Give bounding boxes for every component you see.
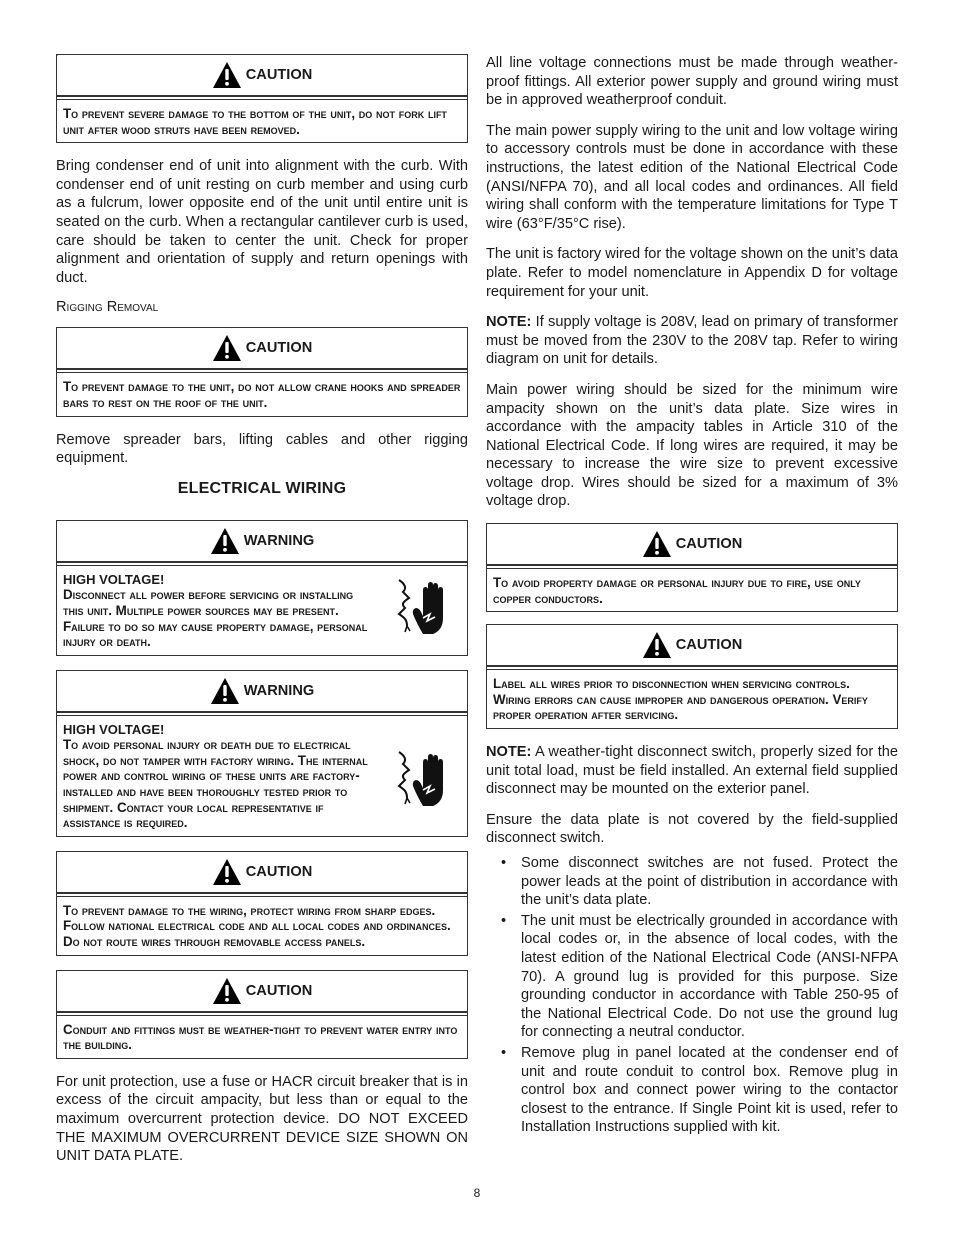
caution-text: To prevent severe damage to the bottom of the unit, do not fork lift unit after wood struts have been removed.	[57, 99, 467, 142]
caution-header	[487, 625, 897, 667]
caution-text: Label all wires prior to disconnection when servicing controls. Wiring errors can cause improper and dangerous operation. Verify proper operation after servicing.	[487, 669, 897, 728]
caution-box-sharp-edges	[56, 851, 468, 956]
caution-title: CAUTION	[245, 863, 313, 880]
caution-box-label-wires	[486, 624, 898, 729]
warning-box-disconnect	[56, 520, 468, 656]
caution-title: CAUTION	[675, 536, 743, 553]
note-label: NOTE:	[486, 314, 532, 331]
caution-box-fork-lift	[56, 54, 468, 143]
caution-title: CAUTION	[245, 67, 313, 83]
warning-triangle-icon	[642, 631, 672, 659]
caution-header	[487, 524, 897, 566]
list-item: • Remove plug in panel located at the condenser end of unit and route conduit to control box. Remove plug in control box and connect power wiring to the contactor closest to the entrance. If Single Point kit is used, refer to Installation Instructions supplied with kit.	[521, 1044, 898, 1137]
warning-body	[57, 565, 467, 655]
caution-header	[57, 852, 467, 894]
electrical-wiring-heading: ELECTRICAL WIRING	[177, 479, 347, 497]
line-voltage-paragraph: All line voltage connections must be made through weather-proof fittings. All exterior power supply and ground wiring must be in approved weatherproof conduit.	[486, 55, 898, 109]
note-text: If supply voltage is 208V, lead on primary of transformer must be moved from the 230V to the 208V tap. Refer to wiring diagram on unit for details.	[486, 314, 898, 368]
caution-header	[57, 971, 467, 1013]
warning-title: WARNING	[243, 532, 315, 549]
remove-rigging-paragraph: Remove spreader bars, lifting cables and other rigging equipment.	[56, 431, 468, 467]
curb-paragraph: Bring condenser end of unit into alignment with the curb. With condenser end of unit resting on curb member and using curb as a fulcrum, lower opposite end of the unit until entire unit is seated on the curb. When a rectangular cantilever curb is used, care should be taken to center the unit. Check for proper alignment and orientation of supply and return openings with duct.	[56, 158, 468, 286]
warning-triangle-icon	[210, 677, 240, 705]
wire-sizing-paragraph: Main power wiring should be sized for the minimum wire ampacity shown on the unit’s data plate. Size wires in accordance with the ampacity tables in Article 310 of the National Electrical Code. If long wires are required, it may be necessary to increase the wire size to prevent excessive voltage drop. Wires should be sized for a maximum of 3% voltage drop.	[486, 381, 898, 510]
fuse-paragraph: For unit protection, use a fuse or HACR circuit breaker that is in excess of the circuit ampacity, but less than or equal to the maximum overcurrent protection device. DO NOT EXCEED THE MAXIMUM OVERCURRENT DEVICE SIZE SHOWN ON UNIT DATA PLATE.	[56, 1073, 468, 1165]
note-label: NOTE:	[486, 744, 532, 761]
caution-title: CAUTION	[675, 637, 743, 654]
warning-text: Disconnect all power before servicing or installing this unit. Multiple power sources may be present. Failure to do so may cause property damage, personal injury or death.	[63, 587, 368, 650]
factory-wired-paragraph: The unit is factory wired for the voltage shown on the unit’s data plate. Refer to model nomenclature in Appendix D for voltage requirement for your unit.	[486, 246, 898, 300]
high-voltage-label: HIGH VOLTAGE!	[63, 571, 165, 587]
left-column	[56, 54, 468, 1178]
warning-text: To avoid personal injury or death due to electrical shock, do not tamper with factory wiring. The internal power and control wiring of these units are factory-installed and have been thoroughly tested prior to shipment. Contact your local representative if assistance is required.	[63, 737, 368, 831]
caution-box-crane	[56, 327, 468, 416]
rigging-removal-heading: Rigging Removal	[56, 299, 159, 316]
data-plate-paragraph: Ensure the data plate is not covered by the field-supplied disconnect switch.	[486, 811, 898, 847]
warning-triangle-icon	[212, 61, 242, 89]
electric-shock-hand-icon	[393, 746, 453, 818]
high-voltage-label: HIGH VOLTAGE!	[63, 721, 165, 737]
caution-title: CAUTION	[245, 340, 313, 357]
caution-header	[57, 55, 467, 97]
warning-header	[57, 521, 467, 563]
disconnect-bullet-list	[486, 854, 898, 1137]
list-item: • The unit must be electrically grounded in accordance with local codes or, in the absence of local codes, with the latest edition of the National Electrical Code (ANSI-NFPA 70). A ground lug is provided for this purpose. Size grounding conductor in accordance with Table 250-95 of the National Electrical Code. Do not use the ground lug for connecting a neutral conductor.	[521, 912, 898, 1042]
caution-box-conduit	[56, 970, 468, 1059]
warning-body	[57, 715, 467, 836]
warning-triangle-icon	[212, 858, 242, 886]
warning-triangle-icon	[210, 527, 240, 555]
page-number: 8	[473, 1186, 481, 1200]
warning-triangle-icon	[642, 530, 672, 558]
list-item: • Some disconnect switches are not fused. Protect the power leads at the point of distribution in accordance with the unit’s data plate.	[521, 854, 898, 910]
stray-mark: .	[56, 49, 59, 58]
caution-text: To avoid property damage or personal injury due to fire, use only copper conductors.	[487, 568, 897, 611]
warning-triangle-icon	[212, 977, 242, 1005]
caution-title: CAUTION	[245, 982, 313, 999]
caution-box-copper	[486, 523, 898, 612]
warning-title: WARNING	[243, 682, 315, 699]
electric-shock-hand-icon	[393, 574, 453, 646]
warning-box-factory-wiring	[56, 670, 468, 837]
note-disconnect-paragraph	[486, 743, 898, 799]
note-text: A weather-tight disconnect switch, properly sized for the unit total load, must be field installed. An external field supplied disconnect may be mounted on the exterior panel.	[486, 744, 898, 798]
note-208v-paragraph	[486, 313, 898, 369]
caution-header	[57, 328, 467, 370]
caution-text: To prevent damage to the wiring, protect wiring from sharp edges. Follow national electrical code and all local codes and ordinances. Do not route wires through removable access panels.	[57, 896, 467, 955]
caution-text: To prevent damage to the unit, do not allow crane hooks and spreader bars to rest on the roof of the unit.	[57, 372, 467, 415]
power-supply-paragraph: The main power supply wiring to the unit and low voltage wiring to accessory controls must be done in accordance with these instructions, the latest edition of the National Electrical Code (ANSI/NFPA 70), and all local codes and ordinances. All field wiring shall conform with the temperature limitations for Type T wire (63°F/35°C rise).	[486, 122, 898, 232]
right-column	[486, 54, 898, 1139]
caution-text: Conduit and fittings must be weather-tight to prevent water entry into the building.	[57, 1015, 467, 1058]
warning-header	[57, 671, 467, 713]
warning-triangle-icon	[212, 334, 242, 362]
